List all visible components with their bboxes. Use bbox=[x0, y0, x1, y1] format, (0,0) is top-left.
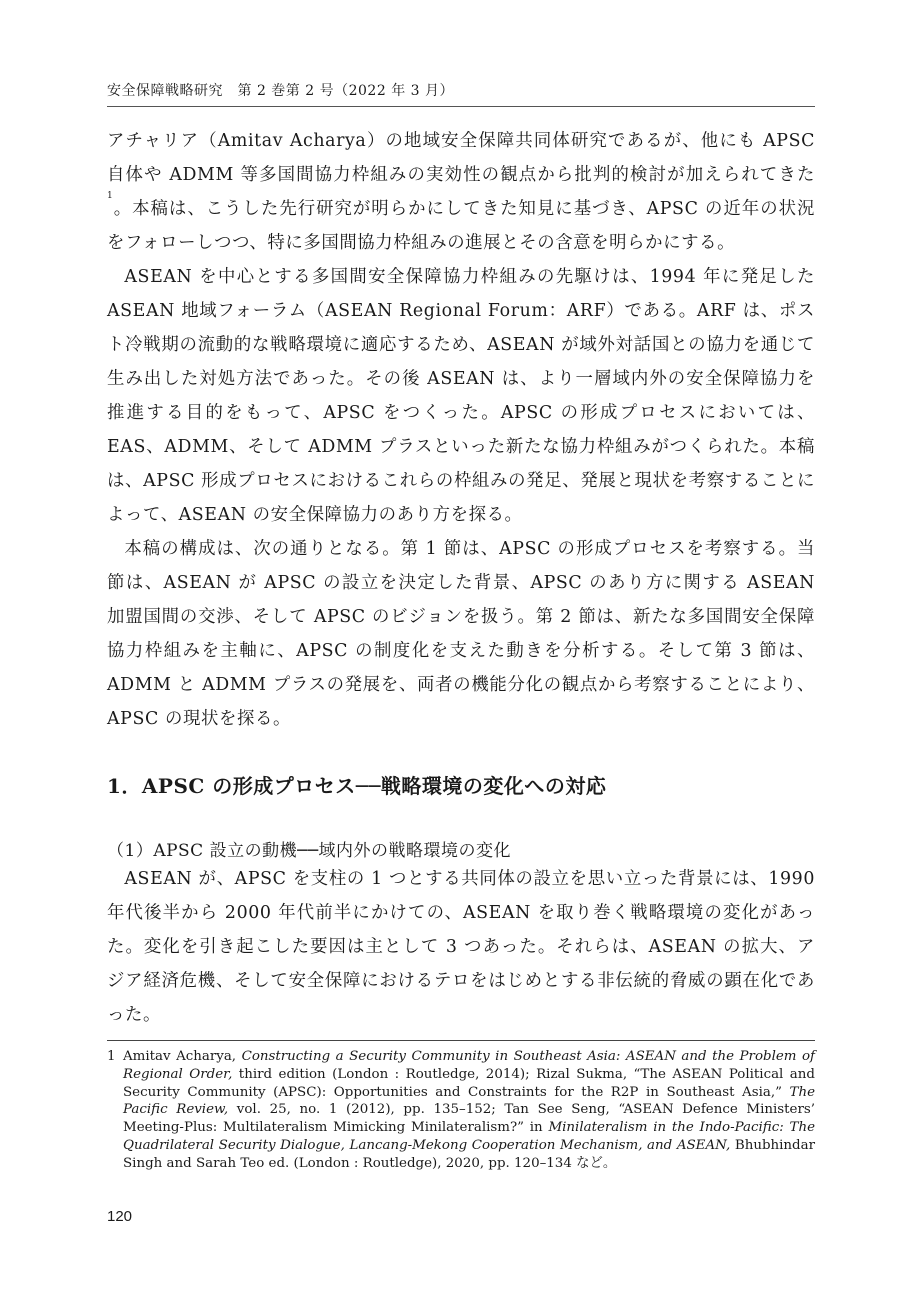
footnote-text-1: Amitav Acharya, bbox=[123, 1049, 242, 1064]
footnote-title-2: The Pacific Review, bbox=[123, 1084, 815, 1118]
running-header: 安全保障戦略研究 第 2 巻第 2 号（2022 年 3 月） bbox=[107, 80, 815, 107]
subsection-1-1-heading: （1）APSC 設立の動機──域内外の戦略環境の変化 bbox=[107, 841, 512, 861]
footnote-text-4: Bhubhindar Singh and Sarah Teo ed. (London : Routledge), 2020, pp. 120–134 など。 bbox=[123, 1137, 815, 1171]
intro-paragraph-1 bbox=[107, 124, 815, 260]
footnote-number: 1 bbox=[107, 1049, 116, 1064]
footnote-title-1: Constructing a Security Community in Southeast Asia: ASEAN and the Problem of Regional Order, bbox=[123, 1049, 816, 1082]
section-1-body bbox=[107, 862, 815, 1032]
intro-p1-text-b: 。本稿は、こうした先行研究が明らかにしてきた知見に基づき、APSC の近年の状況をフォローしつつ、特に多国間協力枠組みの進展とその含意を明らかにする。 bbox=[107, 199, 815, 253]
footnote-text-2: third edition (London : Routledge, 2014); Rizal Sukma, “The ASEAN Political and Security Community (APSC): Opportunities and Constraints for the R2P in Southeast Asia,” bbox=[123, 1066, 815, 1100]
footnote-ref-1[interactable]: 1 bbox=[107, 191, 114, 201]
intro-paragraph-2: ASEAN を中心とする多国間安全保障協力枠組みの先駆けは、1994 年に発足した ASEAN 地域フォーラム（ASEAN Regional Forum：ARF）である。ARF は、ポスト冷戦期の流動的な戦略環境に適応するため、ASEAN が域外対話国との協力を通じて生み出した対処方法であった。その後 ASEAN は、より一層域内外の安全保障協力を推進する目的をもって、APSC をつくった。APSC の形成プロセスにおいては、EAS、ADMM、そして ADMM プラスといった新たな協力枠組みがつくられた。本稿は、APSC 形成プロセスにおけるこれらの枠組みの発足、発展と現状を考察することによって、ASEAN の安全保障協力のあり方を探る。 bbox=[107, 267, 815, 525]
footnote-title-3: Minilateralism in the Indo-Pacific: The Quadrilateral Security Dialogue, Lancang-Mekong Cooperation Mechanism, and ASEAN, bbox=[123, 1120, 815, 1153]
footnote-divider bbox=[107, 1040, 815, 1041]
footnote-1 bbox=[107, 1048, 815, 1173]
page-number: 120 bbox=[107, 1208, 133, 1225]
footnote-text-3: vol. 25, no. 1 (2012), pp. 135–152; Tan See Seng, “ASEAN Defence Ministers’ Meeting-Plus: Multilateralism Mimicking Minilateralism?” in bbox=[123, 1102, 815, 1136]
intro-text bbox=[107, 124, 815, 736]
section-1-heading: 1．APSC の形成プロセス──戦略環境の変化への対応 bbox=[107, 774, 607, 798]
section-1-paragraph-1: ASEAN が、APSC を支柱の 1 つとする共同体の設立を思い立った背景には、1990 年代後半から 2000 年代前半にかけての、ASEAN を取り巻く戦略環境の変化があった。変化を引き起こした要因は主として 3 つあった。それらは、ASEAN の拡大、アジア経済危機、そして安全保障におけるテロをはじめとする非伝統的脅威の顕在化であった。 bbox=[107, 869, 815, 1025]
intro-p1-text-a: アチャリア（Amitav Acharya）の地域安全保障共同体研究であるが、他にも APSC 自体や ADMM 等多国間協力枠組みの実効性の観点から批判的検討が加えられてきた bbox=[107, 131, 815, 185]
intro-paragraph-3: 本稿の構成は、次の通りとなる。第 1 節は、APSC の形成プロセスを考察する。当節は、ASEAN が APSC の設立を決定した背景、APSC のあり方に関する ASEAN 加盟国間の交渉、そして APSC のビジョンを扱う。第 2 節は、新たな多国間安全保障協力枠組みを主軸に、APSC の制度化を支えた動きを分析する。そして第 3 節は、ADMM と ADMM プラスの発展を、両者の機能分化の観点から考察することにより、APSC の現状を探る。 bbox=[107, 539, 815, 729]
